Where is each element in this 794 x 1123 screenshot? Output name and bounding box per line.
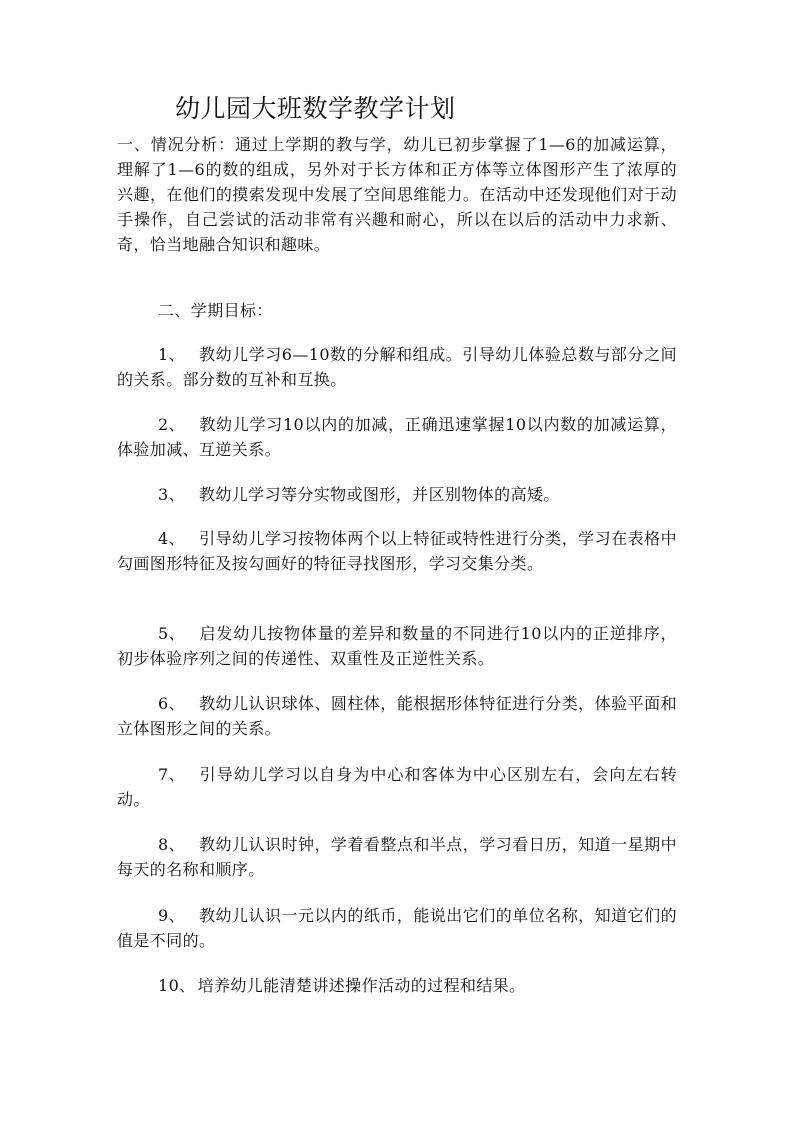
- goal-text: 教幼儿认识球体、圆柱体，能根据形体特征进行分类，体验平面和立体图形之间的关系。: [117, 694, 677, 738]
- goal-number: 1、: [158, 345, 185, 364]
- goal-text: 教幼儿学习等分实物或图形，并区别物体的高矮。: [198, 485, 560, 504]
- goal-number: 6、: [158, 694, 185, 713]
- goal-number: 8、: [158, 835, 185, 854]
- goal-text: 教幼儿学习10以内的加减，正确迅速掌握10以内数的加减运算，体验加减、互逆关系。: [117, 415, 677, 459]
- goal-text: 引导幼儿学习以自身为中心和客体为中心区别左右，会向左右转动。: [117, 765, 677, 809]
- goal-item-2: [117, 412, 677, 462]
- goal-text: 教幼儿认识时钟，学着看整点和半点，学习看日历，知道一星期中每天的名称和顺序。: [117, 835, 677, 879]
- goal-text: 教幼儿学习6—10数的分解和组成。引导幼儿体验总数与部分之间的关系。部分数的互补和互换。: [117, 345, 677, 389]
- goal-text: 教幼儿认识一元以内的纸币，能说出它们的单位名称，知道它们的值是不同的。: [117, 906, 677, 950]
- goal-item-10: [117, 973, 677, 998]
- goal-number: 2、: [158, 415, 185, 434]
- goal-item-4: [117, 526, 677, 576]
- goal-text: 培养幼儿能清楚讲述操作活动的过程和结果。: [197, 976, 526, 995]
- document-title: 幼儿园大班数学教学计划: [175, 94, 456, 123]
- goal-item-7: [117, 762, 677, 812]
- goal-item-9: [117, 903, 677, 953]
- goals-heading: 二、学期目标：: [158, 301, 273, 320]
- goal-item-5: [117, 621, 677, 671]
- goal-number: 9、: [158, 906, 185, 925]
- goal-item-3: [117, 482, 677, 507]
- goal-item-1: [117, 342, 677, 392]
- goal-number: 10、: [158, 976, 196, 995]
- goal-number: 4、: [158, 529, 185, 548]
- goal-number: 3、: [158, 485, 185, 504]
- goal-text: 启发幼儿按物体量的差异和数量的不同进行10以内的正逆排序，初步体验序列之间的传递性、双重性及正逆性关系。: [117, 624, 677, 668]
- goal-item-6: [117, 691, 677, 741]
- situation-analysis-paragraph: 一、情况分析：通过上学期的教与学，幼儿已初步掌握了1—6的加减运算，理解了1—6的数的组成，另外对于长方体和正方体等立体图形产生了浓厚的兴趣，在他们的摸索发现中发展了空间思维能力。在活动中还发现他们对于动手操作，自己尝试的活动非常有兴趣和耐心，所以在以后的活动中力求新、奇，恰当地融合知识和趣味。: [117, 135, 677, 254]
- goal-number: 7、: [158, 765, 185, 784]
- goal-item-8: [117, 832, 677, 882]
- goal-text: 引导幼儿学习按物体两个以上特征或特性进行分类，学习在表格中勾画图形特征及按勾画好的特征寻找图形，学习交集分类。: [117, 529, 677, 573]
- goal-number: 5、: [158, 624, 185, 643]
